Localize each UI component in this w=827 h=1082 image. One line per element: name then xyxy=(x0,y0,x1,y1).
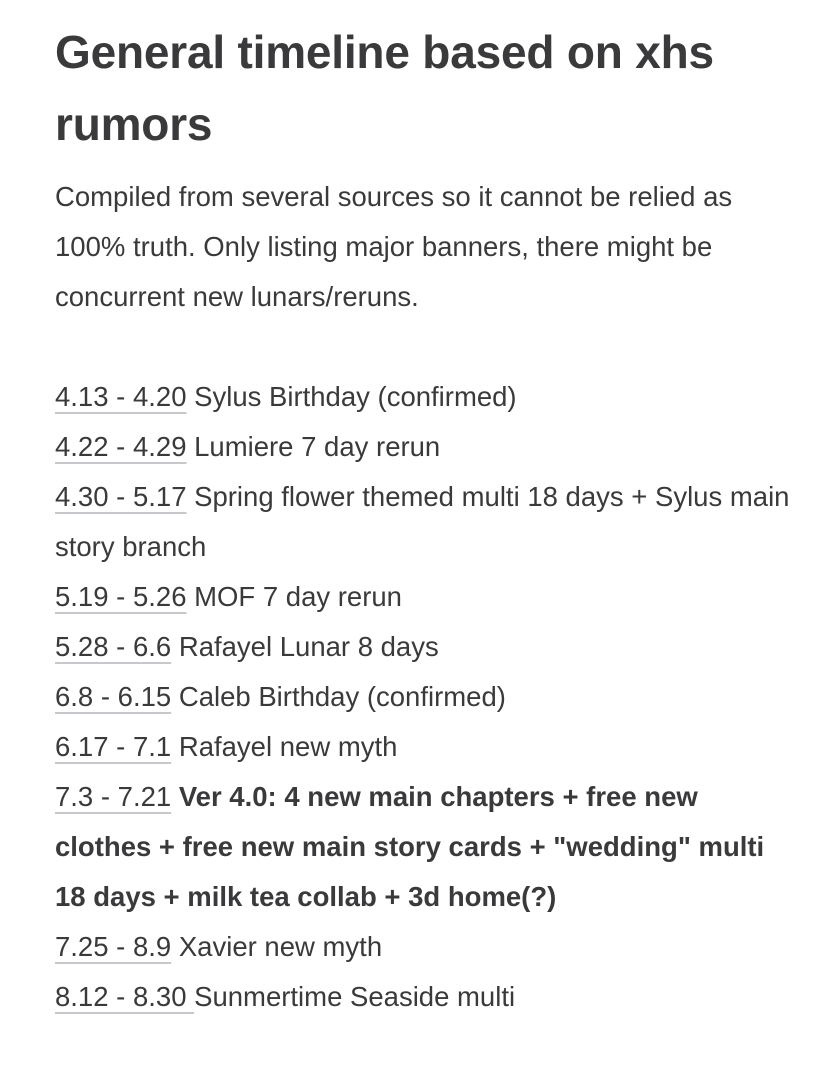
document xyxy=(55,16,795,1022)
timeline-item xyxy=(55,472,795,572)
page-title: General timeline based on xhs rumors xyxy=(55,26,714,150)
timeline-date: 4.22 - 4.29 xyxy=(55,431,187,462)
timeline-item xyxy=(55,372,795,422)
timeline-event: Sunmertime Seaside multi xyxy=(194,981,516,1012)
timeline-date: 4.13 - 4.20 xyxy=(55,381,187,412)
timeline-event: Ver 4.0: 4 new main chapters + free new clothes + free new main story cards + "wedding" multi 18 days + milk tea collab + 3d home(?) xyxy=(55,781,765,912)
timeline-date: 5.19 - 5.26 xyxy=(55,581,187,612)
intro-paragraph: Compiled from several sources so it cannot be relied as 100% truth. Only listing major banners, there might be concurrent new lunars/reruns. xyxy=(55,181,733,312)
timeline-event: MOF 7 day rerun xyxy=(186,581,402,612)
timeline-item xyxy=(55,972,795,1022)
timeline-item xyxy=(55,572,795,622)
timeline-event: Caleb Birthday (confirmed) xyxy=(171,681,506,712)
timeline-event: Rafayel Lunar 8 days xyxy=(171,631,439,662)
timeline-date: 5.28 - 6.6 xyxy=(55,631,172,662)
timeline-event: Lumiere 7 day rerun xyxy=(186,431,441,462)
timeline-list xyxy=(55,372,795,1022)
timeline-event: Spring flower themed multi 18 days + Sylus main story branch xyxy=(55,481,790,562)
timeline-date: 6.8 - 6.15 xyxy=(55,681,172,712)
timeline-item xyxy=(55,672,795,722)
timeline-item xyxy=(55,422,795,472)
timeline-date: 7.25 - 8.9 xyxy=(55,931,172,962)
timeline-date: 6.17 - 7.1 xyxy=(55,731,172,762)
timeline-item xyxy=(55,772,795,922)
timeline-event: Sylus Birthday (confirmed) xyxy=(186,381,517,412)
timeline-event: Rafayel new myth xyxy=(171,731,398,762)
timeline-item xyxy=(55,622,795,672)
timeline-item xyxy=(55,722,795,772)
timeline-date: 8.12 - 8.30 xyxy=(55,981,195,1012)
timeline-item xyxy=(55,922,795,972)
timeline-event: Xavier new myth xyxy=(171,931,383,962)
timeline-date: 4.30 - 5.17 xyxy=(55,481,187,512)
timeline-date: 7.3 - 7.21 xyxy=(55,781,172,812)
